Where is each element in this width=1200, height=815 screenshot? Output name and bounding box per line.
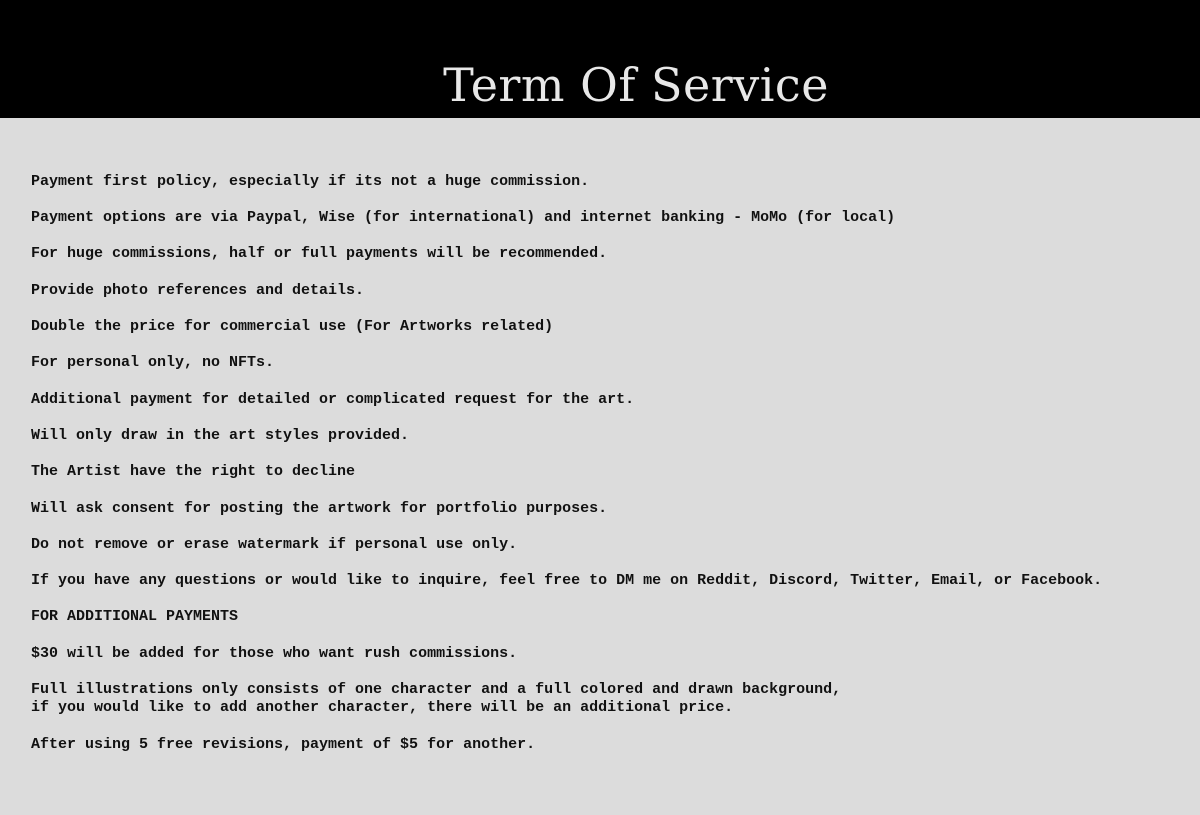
- term-item: Double the price for commercial use (For Artworks related): [31, 318, 554, 335]
- term-item: Will ask consent for posting the artwork for portfolio purposes.: [31, 500, 608, 517]
- term-item: Provide photo references and details.: [31, 282, 365, 299]
- term-item: Payment options are via Paypal, Wise (for international) and internet banking - MoMo (for local): [31, 209, 896, 226]
- term-item: After using 5 free revisions, payment of $5 for another.: [31, 736, 536, 753]
- term-item: For huge commissions, half or full payments will be recommended.: [31, 245, 608, 262]
- term-item: Full illustrations only consists of one character and a full colored and drawn background, if you would like to add another character, there will be an additional price.: [31, 681, 842, 716]
- term-item: The Artist have the right to decline: [31, 463, 356, 480]
- term-item: Payment first policy, especially if its not a huge commission.: [31, 173, 590, 190]
- term-item: For personal only, no NFTs.: [31, 354, 275, 371]
- term-item: Additional payment for detailed or complicated request for the art.: [31, 391, 635, 408]
- header-banner: [0, 0, 1200, 118]
- term-item: If you have any questions or would like to inquire, feel free to DM me on Reddit, Discord, Twitter, Email, or Facebook.: [31, 572, 1103, 589]
- section-heading-additional-payments: FOR ADDITIONAL PAYMENTS: [31, 608, 239, 625]
- term-item: Will only draw in the art styles provided.: [31, 427, 410, 444]
- page-title: Term Of Service: [443, 57, 829, 112]
- term-item: $30 will be added for those who want rush commissions.: [31, 645, 518, 662]
- term-item: Do not remove or erase watermark if personal use only.: [31, 536, 518, 553]
